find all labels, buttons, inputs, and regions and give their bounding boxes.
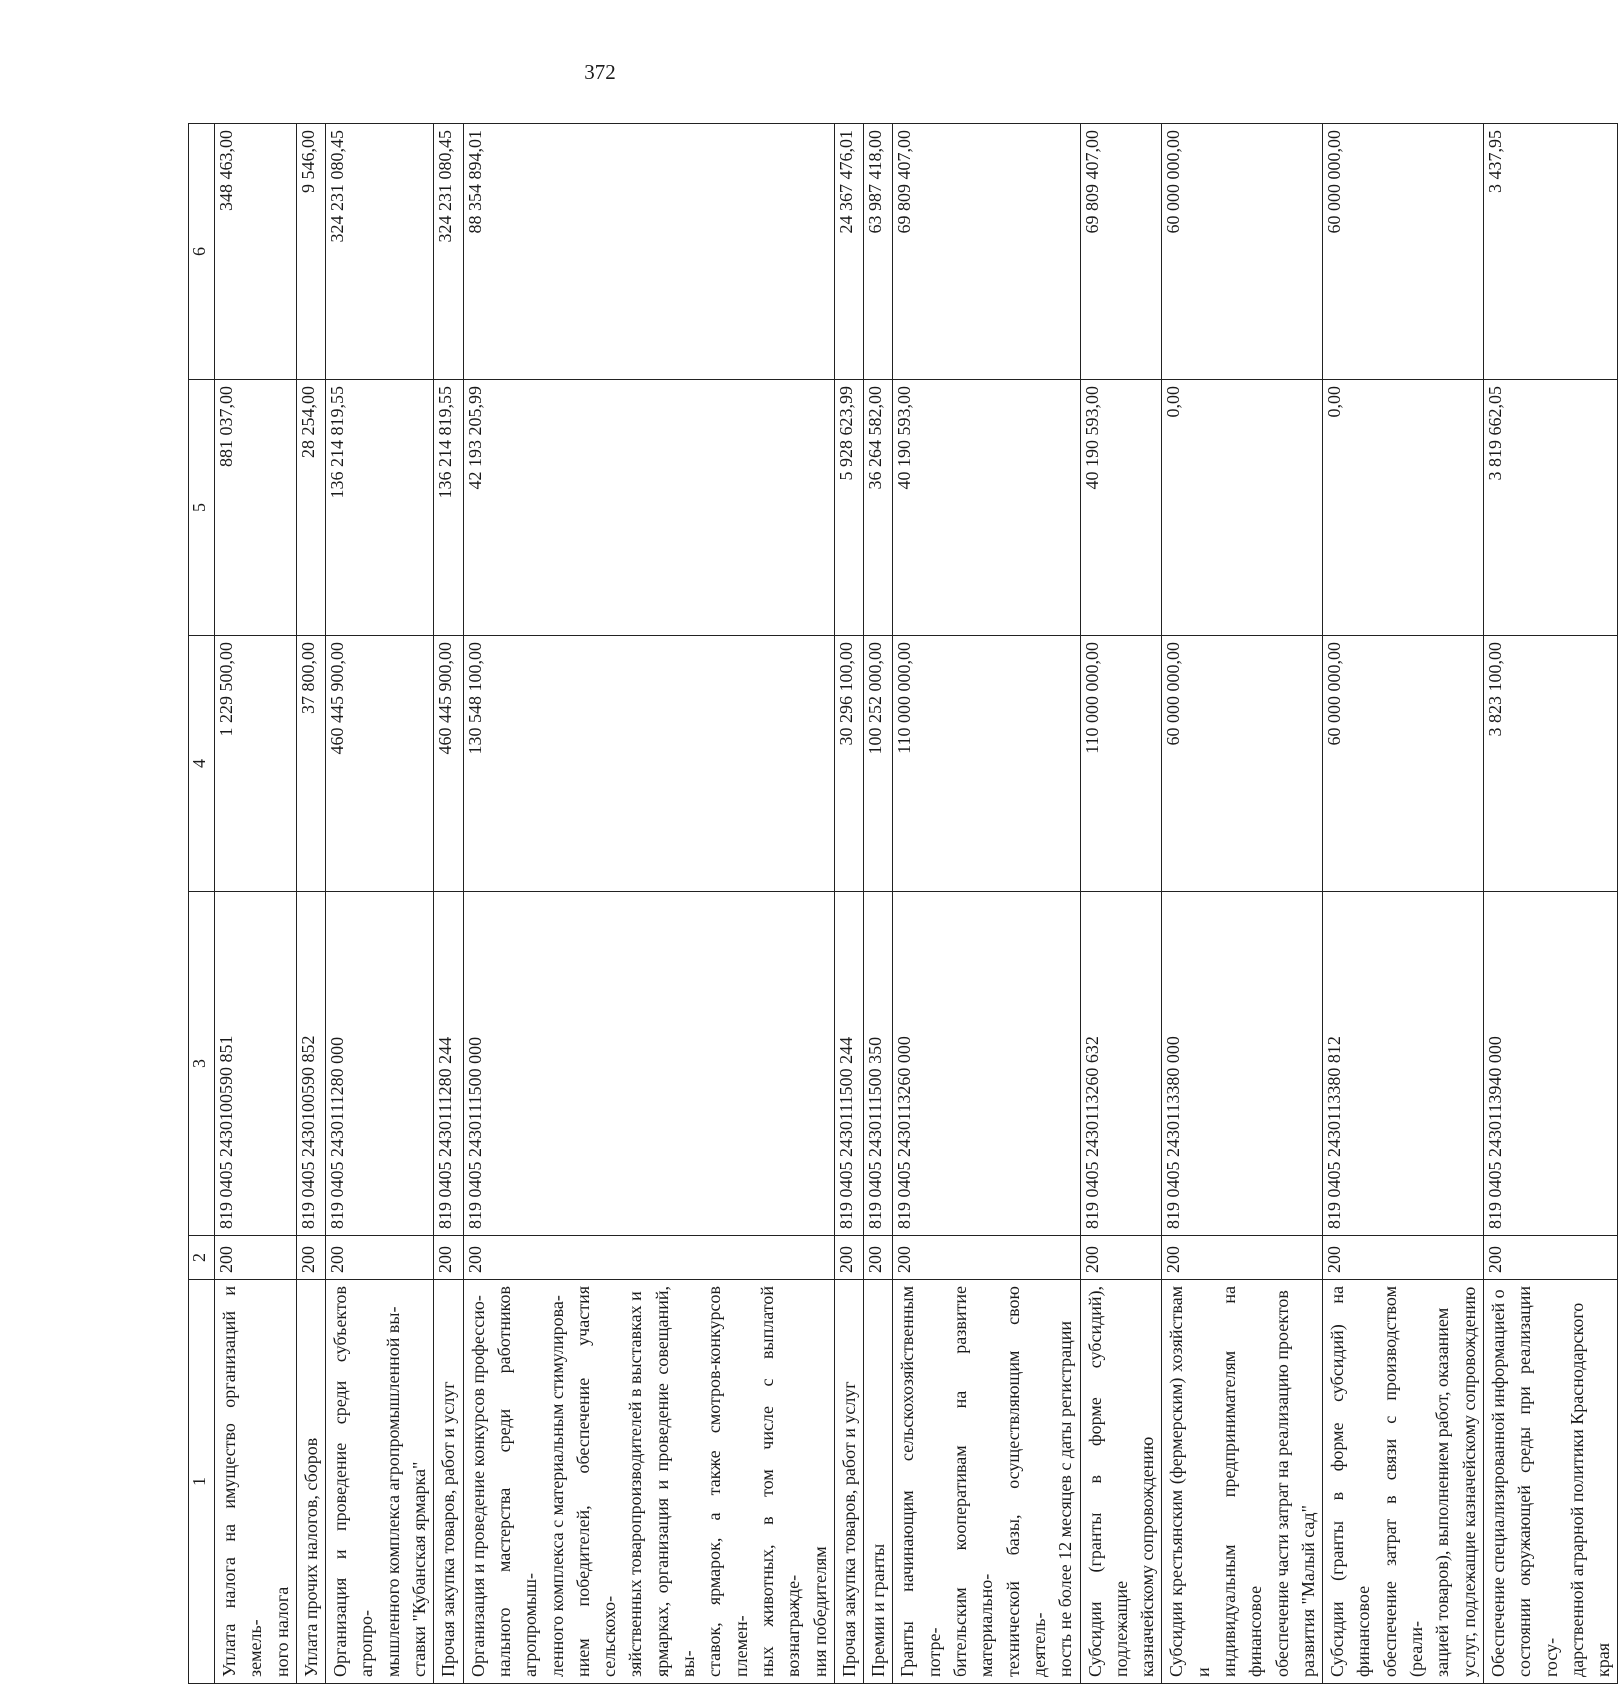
description-line: Субсидии крестьянским (фермерским) хозяйствам и (1166, 1286, 1213, 1677)
column-header-2: 2 (189, 1236, 215, 1280)
row-description (463, 1280, 834, 1684)
row-remaining-amount: 69 809 407,00 (893, 124, 1080, 380)
description-line: нием победителей, обеспечение участия сельскохо- (572, 1286, 620, 1677)
row-code-200: 200 (1162, 1236, 1323, 1280)
description-line: Прочая закупка товаров, работ и услуг (838, 1381, 859, 1677)
row-executed-amount: 5 928 623,99 (834, 380, 863, 636)
description-line: Премии и гранты (868, 1543, 889, 1677)
row-executed-amount: 28 254,00 (296, 380, 325, 636)
row-approved-amount: 60 000 000,00 (1323, 636, 1484, 892)
row-budget-classification-code: 819 0405 2430111280 000 (326, 892, 434, 1236)
column-header-4: 4 (189, 636, 215, 892)
description-line: Уплата налога на имущество организаций и земель- (219, 1286, 266, 1677)
description-line: ния победителям (809, 1546, 830, 1677)
row-approved-amount: 1 229 500,00 (215, 636, 297, 892)
column-header-3: 3 (189, 892, 215, 1236)
description-line: ного налога (271, 1586, 292, 1677)
description-line: индивидуальным предпринимателям на финансовое (1218, 1286, 1266, 1677)
column-header-row (189, 124, 215, 1684)
row-code-200: 200 (834, 1236, 863, 1280)
row-executed-amount: 136 214 819,55 (434, 380, 463, 636)
row-remaining-amount: 63 987 418,00 (864, 124, 893, 380)
row-code-200: 200 (463, 1236, 834, 1280)
row-budget-classification-code: 819 0405 2430111500 000 (463, 892, 834, 1236)
row-executed-amount: 42 193 205,99 (463, 380, 834, 636)
table-row (864, 124, 893, 1684)
row-description (1080, 1280, 1162, 1684)
row-code-200: 200 (864, 1236, 893, 1280)
row-budget-classification-code: 819 0405 2430113260 000 (893, 892, 1080, 1236)
row-executed-amount: 40 190 593,00 (893, 380, 1080, 636)
row-approved-amount: 110 000 000,00 (1080, 636, 1162, 892)
description-line: ставок, ярмарок, а также смотров-конкурсов племен- (704, 1286, 751, 1677)
table-row (434, 124, 463, 1684)
table-row (1483, 124, 1617, 1684)
description-line: ярмарках, организация и проведение совещаний, вы- (651, 1286, 699, 1677)
description-line: обеспечение затрат в связи с производством (реали- (1379, 1286, 1427, 1677)
row-executed-amount: 36 264 582,00 (864, 380, 893, 636)
description-line: Прочая закупка товаров, работ и услуг (438, 1381, 459, 1677)
row-budget-classification-code: 819 0405 2430113940 000 (1483, 892, 1617, 1236)
description-line: ставки "Кубанская ярмарка" (409, 1461, 430, 1677)
row-approved-amount: 460 445 900,00 (434, 636, 463, 892)
page-number: 372 (584, 60, 616, 84)
description-line: дарственной аграрной политики Краснодарского (1566, 1302, 1587, 1677)
row-approved-amount: 100 252 000,00 (864, 636, 893, 892)
row-approved-amount: 60 000 000,00 (1162, 636, 1323, 892)
row-description (834, 1280, 863, 1684)
row-executed-amount: 0,00 (1162, 380, 1323, 636)
row-approved-amount: 37 800,00 (296, 636, 325, 892)
table-row (463, 124, 834, 1684)
row-description (326, 1280, 434, 1684)
row-description (296, 1280, 325, 1684)
description-line: услуг, подлежащие казначейскому сопровождению (1458, 1286, 1479, 1677)
description-line: технической базы, осуществляющим свою деятель- (1002, 1286, 1049, 1677)
row-remaining-amount: 88 354 894,01 (463, 124, 834, 380)
row-budget-classification-code: 819 0405 2430111500 350 (864, 892, 893, 1236)
row-approved-amount: 460 445 900,00 (326, 636, 434, 892)
row-executed-amount: 881 037,00 (215, 380, 297, 636)
row-description (1483, 1280, 1617, 1684)
row-budget-classification-code: 819 0405 2430111500 244 (834, 892, 863, 1236)
row-approved-amount: 130 548 100,00 (463, 636, 834, 892)
row-budget-classification-code: 819 0405 2430100590 852 (296, 892, 325, 1236)
row-remaining-amount: 3 437,95 (1483, 124, 1617, 380)
row-code-200: 200 (1323, 1236, 1484, 1280)
row-description (864, 1280, 893, 1684)
row-approved-amount: 110 000 000,00 (893, 636, 1080, 892)
row-approved-amount: 3 823 100,00 (1483, 636, 1617, 892)
row-executed-amount: 0,00 (1323, 380, 1484, 636)
row-remaining-amount: 9 546,00 (296, 124, 325, 380)
description-line: мышленного комплекса агропромышленной вы- (382, 1306, 403, 1677)
table-row (296, 124, 325, 1684)
row-remaining-amount: 60 000 000,00 (1162, 124, 1323, 380)
table-row (1162, 124, 1323, 1684)
description-line: Уплата прочих налогов, сборов (300, 1437, 321, 1677)
row-remaining-amount: 348 463,00 (215, 124, 297, 380)
description-line: ных животных, в том числе с выплатой вознагражде- (756, 1286, 804, 1677)
description-line: Организация и проведение конкурсов профессио- (467, 1295, 488, 1677)
row-code-200: 200 (1483, 1236, 1617, 1280)
description-line: зацией товаров), выполнением работ, оказанием (1432, 1307, 1453, 1677)
table-row (1323, 124, 1484, 1684)
description-line: Обеспечение специализированной информацией о (1487, 1289, 1508, 1677)
description-line: Организация и проведение среди субъектов агропро- (330, 1286, 377, 1677)
description-line: Субсидии (гранты в форме субсидий), подлежащие (1084, 1286, 1131, 1677)
description-line: нального мастерства среди работников агропромыш- (493, 1286, 541, 1677)
description-line: обеспечение части затрат на реализацию проектов (1271, 1290, 1292, 1677)
description-line: состоянии окружающей среды при реализации госу- (1514, 1286, 1561, 1677)
row-code-200: 200 (434, 1236, 463, 1280)
description-line: зяйственных товаропроизводителей в выставках и (625, 1291, 646, 1677)
column-header-1: 1 (189, 1280, 215, 1684)
row-budget-classification-code: 819 0405 2430113380 000 (1162, 892, 1323, 1236)
column-header-6: 6 (189, 124, 215, 380)
row-executed-amount: 40 190 593,00 (1080, 380, 1162, 636)
row-description (215, 1280, 297, 1684)
table-row (893, 124, 1080, 1684)
rotated-table-sheet (188, 124, 1614, 1684)
row-code-200: 200 (326, 1236, 434, 1280)
table-row (326, 124, 434, 1684)
row-description (1162, 1280, 1323, 1684)
row-executed-amount: 3 819 662,05 (1483, 380, 1617, 636)
row-budget-classification-code: 819 0405 2430113380 812 (1323, 892, 1484, 1236)
budget-table-body (189, 124, 1618, 1684)
table-row (834, 124, 863, 1684)
row-remaining-amount: 24 367 476,01 (834, 124, 863, 380)
budget-table (188, 123, 1618, 1684)
table-row (1080, 124, 1162, 1684)
description-line: Субсидии (гранты в форме субсидий) на финансовое (1327, 1286, 1374, 1677)
row-budget-classification-code: 819 0405 2430113260 632 (1080, 892, 1162, 1236)
row-executed-amount: 136 214 819,55 (326, 380, 434, 636)
row-remaining-amount: 69 809 407,00 (1080, 124, 1162, 380)
row-remaining-amount: 324 231 080,45 (434, 124, 463, 380)
description-line: ленного комплекса с материальным стимулирова- (546, 1295, 567, 1677)
description-line: казначейскому сопровождению (1137, 1436, 1158, 1677)
description-line: Гранты начинающим сельскохозяйственным потре- (897, 1286, 944, 1677)
description-line: бительским кооперативам на развитие материально- (950, 1286, 997, 1677)
row-description (893, 1280, 1080, 1684)
column-header-5: 5 (189, 380, 215, 636)
row-code-200: 200 (893, 1236, 1080, 1280)
row-description (434, 1280, 463, 1684)
row-code-200: 200 (296, 1236, 325, 1280)
row-remaining-amount: 324 231 080,45 (326, 124, 434, 380)
row-approved-amount: 30 296 100,00 (834, 636, 863, 892)
row-budget-classification-code: 819 0405 2430111280 244 (434, 892, 463, 1236)
description-line: ность не более 12 месяцев с даты регистрации (1055, 1321, 1076, 1677)
row-code-200: 200 (1080, 1236, 1162, 1280)
row-description (1323, 1280, 1484, 1684)
row-code-200: 200 (215, 1236, 297, 1280)
row-remaining-amount: 60 000 000,00 (1323, 124, 1484, 380)
description-line: развития "Малый сад" (1297, 1505, 1318, 1677)
row-budget-classification-code: 819 0405 2430100590 851 (215, 892, 297, 1236)
table-row (215, 124, 297, 1684)
description-line: края (1593, 1642, 1614, 1677)
